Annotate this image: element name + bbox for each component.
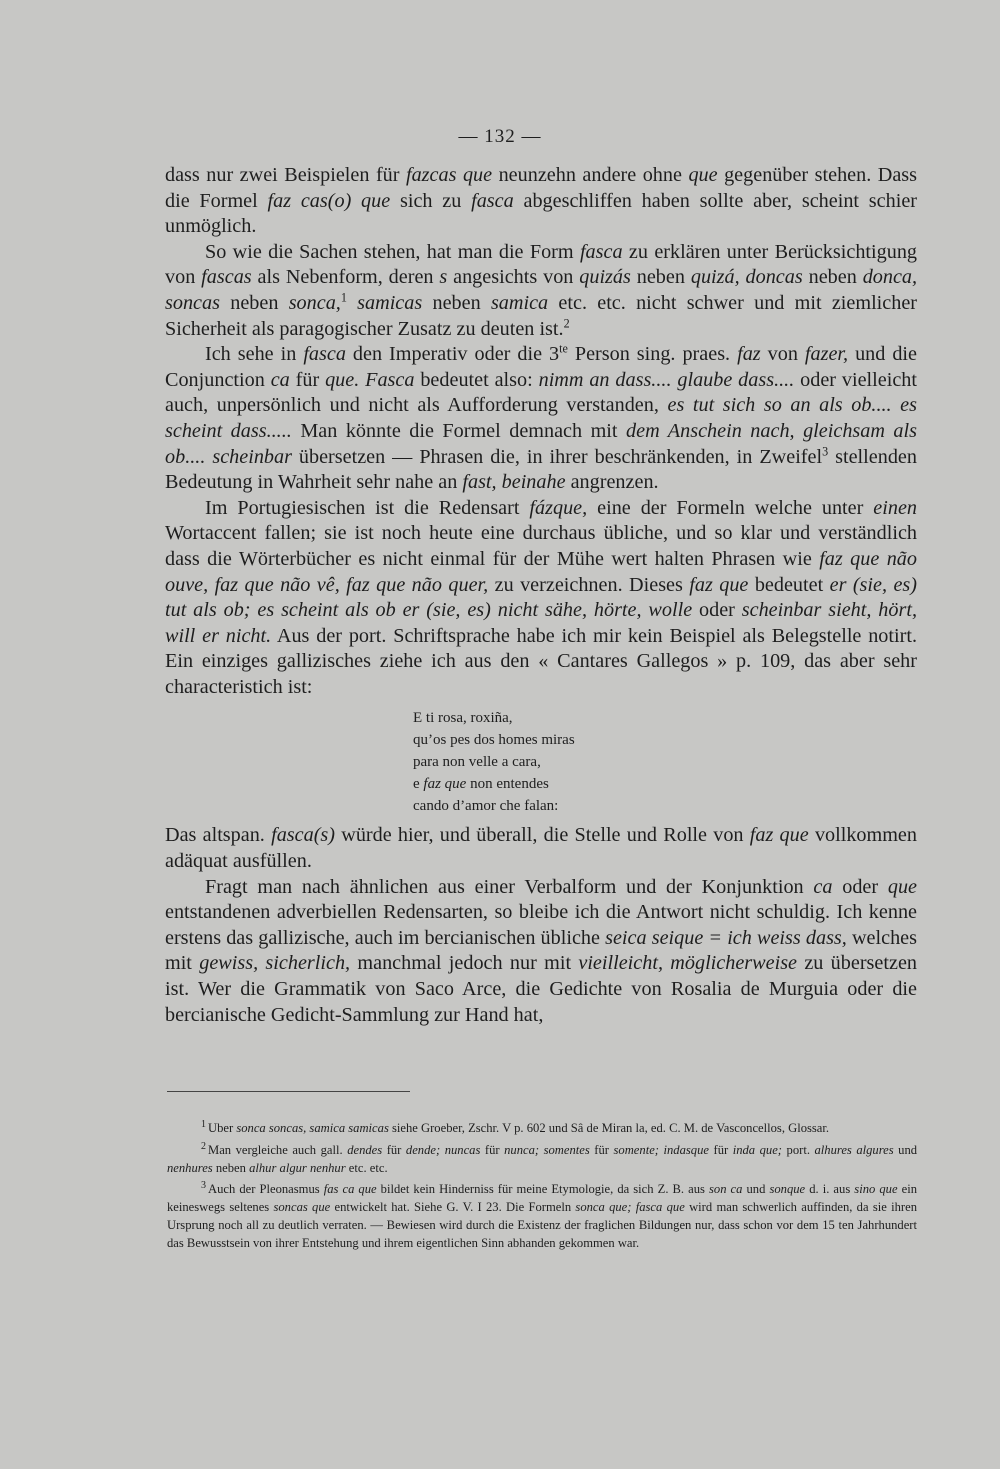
- text-run: bedeutet also:: [414, 368, 539, 391]
- text-run: entwickelt hat. Siehe G. V. I 23. Die Formeln: [330, 1200, 576, 1215]
- italic-text: fázque,: [529, 496, 588, 519]
- text-run: abgeschliffen haben sollte aber, scheint schier unmöglich.: [165, 189, 918, 238]
- footnotes: [167, 1120, 917, 1255]
- italic-text: sonca,: [288, 291, 341, 314]
- footnote-marker: 3: [201, 1179, 206, 1191]
- italic-text: fasca: [303, 343, 346, 366]
- italic-text: faz: [737, 343, 761, 366]
- text-run: sich zu: [390, 189, 472, 212]
- italic-text: faz que: [689, 573, 749, 596]
- italic-text: nenhures: [167, 1161, 213, 1176]
- text-run: [347, 292, 357, 314]
- text-run: Person sing. praes.: [567, 343, 738, 366]
- text-run: Man vergleiche auch gall.: [208, 1142, 348, 1157]
- text-run: para non velle a cara,: [413, 754, 541, 771]
- text-run: zu verzeichnen. Dieses: [488, 573, 690, 596]
- text-run: non entendes: [466, 775, 549, 792]
- text-run: manchmal jedoch nur mit: [350, 952, 579, 975]
- italic-text: faz que não ouve, faz que não vê, faz que não quer,: [165, 547, 917, 596]
- text-run: bildet kein Hinderniss für meine Etymologie, da sich Z. B. aus: [376, 1181, 709, 1196]
- text-run: für: [382, 1142, 406, 1157]
- verse-quote: [413, 708, 917, 817]
- italic-text: que: [887, 875, 917, 898]
- italic-text: faz que: [749, 824, 809, 847]
- text-run: eine der Formeln welche unter: [587, 496, 874, 519]
- text-run: neben: [802, 266, 863, 289]
- text-run: für: [589, 1142, 614, 1157]
- text-run: etc. etc. nicht schwer und mit ziemlicher Sicherheit als paragogischer Zusatz zu deuten ist.: [165, 291, 918, 340]
- text-run: neben: [219, 291, 289, 314]
- text-run: wird man schwerlich auffinden, da sie ihren Ursprung noch all zu deutlich verraten. — Bewiesen wird durch die Existenz der fraglichen Bildungen nur, dass schon vor dem 15 ten Jahrhundert das Bewusstsein von ihrer Entstehung und ihrem eigentlichen Sinn abhanden gekommen war.: [167, 1200, 917, 1250]
- text-run: Auch der Pleonasmus: [208, 1181, 324, 1196]
- text-run: d. i. aus: [805, 1181, 855, 1196]
- verse-line: [413, 730, 917, 752]
- italic-text: nimm an dass.... glaube dass....: [538, 368, 795, 391]
- italic-text: er (sie, es) tut als ob; es scheint als ob er (sie, es) nicht sähe, hörte, wolle: [165, 573, 917, 622]
- text-run: neben: [630, 266, 691, 289]
- italic-text: quizás: [579, 266, 631, 289]
- italic-text: einen: [873, 496, 917, 519]
- footnote-2: [167, 1142, 917, 1178]
- italic-text: fazer,: [804, 343, 849, 366]
- text-run: und: [893, 1142, 918, 1157]
- text-run: für: [480, 1142, 505, 1157]
- verse-line: [413, 796, 917, 818]
- footnote-divider: [167, 1091, 410, 1092]
- paragraph-6: [165, 875, 917, 1029]
- text-run: welches mit: [165, 926, 917, 975]
- text-run: Fragt man nach ähnlichen aus einer Verbalform und der Konjunktion: [205, 875, 814, 898]
- italic-text: samica: [490, 291, 549, 314]
- italic-text: seica seique = ich weiss dass,: [605, 926, 847, 949]
- italic-text: ca: [813, 875, 833, 898]
- text-run: übersetzen — Phrasen die, in ihrer beschränkenden, in Zweifel: [291, 445, 823, 468]
- text-run: Im Portugiesischen ist die Redensart: [205, 496, 530, 519]
- italic-text: son ca: [709, 1181, 743, 1196]
- text-run: Uber: [208, 1121, 237, 1135]
- text-run: Ich sehe in: [205, 343, 304, 366]
- text-run: als Nebenform, deren: [251, 266, 440, 289]
- text-run: E ti rosa, roxiña,: [413, 710, 513, 727]
- paragraph-2: [165, 240, 917, 342]
- text-run: für: [708, 1142, 733, 1157]
- italic-text: inda que;: [732, 1142, 783, 1157]
- verse-line: [413, 752, 917, 774]
- text-run: Das altspan.: [165, 824, 272, 847]
- text-run: den Imperativ oder die 3: [345, 343, 560, 366]
- italic-text: sonca que; fasca que: [575, 1200, 685, 1215]
- text-run: für: [289, 368, 326, 391]
- page-number: — 132 —: [458, 126, 542, 147]
- italic-text: soncas que: [273, 1200, 331, 1215]
- text-run: oder vielleicht auch, unpersönlich und nicht als Aufforderung verstanden,: [165, 368, 918, 417]
- footnote-marker: 1: [201, 1119, 206, 1130]
- text-run: und die Conjunction: [165, 343, 918, 391]
- text-run: oder: [832, 875, 888, 898]
- italic-text: sino que: [854, 1181, 898, 1196]
- text-run: etc. etc.: [345, 1161, 388, 1176]
- italic-text: que: [688, 164, 718, 186]
- italic-text: fasca: [471, 189, 514, 212]
- paragraph-3: [165, 342, 917, 496]
- italic-text: fasca: [579, 240, 623, 263]
- text-run: stellenden Bedeutung in Wahrheit sehr nahe an: [165, 445, 917, 494]
- text-run: angesichts von: [447, 266, 580, 289]
- italic-text: donca, soncas: [165, 266, 918, 314]
- footnote-reference: 1: [340, 290, 347, 305]
- text-run: siehe Groeber, Zschr. V p. 602 und Sâ de Miran la, ed. C. M. de Vasconcellos, Glossar.: [388, 1121, 830, 1135]
- text-run: von: [760, 343, 805, 366]
- italic-text: fazcas que: [405, 164, 493, 186]
- italic-text: dem Anschein nach, gleichsam als ob.... scheinbar: [165, 419, 917, 468]
- verse-line: [413, 774, 917, 796]
- footnote-marker: 2: [201, 1140, 206, 1152]
- text-run: zu übersetzen ist. Wer die Grammatik von Saco Arce, die Gedichte von Rosalia de Murguia oder die bercianische Gedicht-Sammlung zur Hand hat,: [165, 952, 917, 1026]
- footnote-reference: te: [559, 341, 568, 356]
- text-run: oder: [692, 599, 742, 622]
- text-run: ein keineswegs seltenes: [167, 1181, 917, 1215]
- text-run: Aus der port. Schriftsprache habe ich mir kein Beispiel als Belegstelle notirt. Ein einziges gallizisches ziehe ich aus den « Cantares Gallegos » p. 109, das aber sehr characteristich ist:: [165, 624, 917, 698]
- text-run: entstandenen adverbiellen Redensarten, so bleibe ich die Antwort nicht schuldig. Ich kenne erstens das gallizische, auch im bercianischen übliche: [165, 901, 917, 949]
- italic-text: ca: [270, 368, 290, 391]
- footnote-reference: 3: [822, 443, 829, 458]
- text-run: neben: [212, 1161, 250, 1176]
- text-run: qu’os pes dos homes miras: [413, 732, 575, 749]
- text-run: port.: [782, 1142, 815, 1157]
- text-run: So wie die Sachen stehen, hat man die Form: [205, 240, 580, 263]
- italic-text: que. Fasca: [325, 368, 415, 391]
- text-run: bedeutet: [748, 573, 830, 596]
- paragraph-1: [165, 163, 917, 240]
- text-run: und: [742, 1181, 770, 1196]
- text-run: neunzehn andere ohne: [492, 164, 689, 186]
- verse-line: [413, 708, 917, 730]
- footnote-3: [167, 1181, 917, 1252]
- paragraph-5: [165, 823, 917, 874]
- italic-text: sonca soncas, samica samicas: [236, 1121, 389, 1135]
- italic-text: somente; indasque: [613, 1142, 709, 1157]
- italic-text: quizá, doncas: [690, 266, 803, 289]
- italic-text: es tut sich so an als ob.... es scheint dass.....: [165, 394, 917, 442]
- italic-text: fas ca que: [323, 1181, 377, 1196]
- italic-text: samicas: [357, 291, 423, 314]
- paragraph-4: [165, 496, 917, 701]
- text-run: neben: [422, 291, 491, 314]
- footnote-reference: 2: [563, 315, 570, 330]
- italic-text: dendes: [347, 1142, 383, 1157]
- italic-text: fast, beinahe: [462, 471, 566, 494]
- italic-text: nunca; somentes: [504, 1142, 590, 1157]
- text-run: Man könnte die Formel demnach mit: [291, 419, 627, 442]
- italic-text: fasca(s): [271, 824, 336, 847]
- text-run: cando d’amor che falan:: [413, 797, 559, 814]
- italic-text: scheinbar sieht, hört, will er nicht.: [165, 599, 917, 647]
- italic-text: dende; nuncas: [405, 1142, 481, 1157]
- text-run: angrenzen.: [565, 471, 659, 494]
- italic-text: s: [439, 266, 448, 289]
- italic-text: sonque: [769, 1181, 806, 1196]
- italic-text: gewiss, sicherlich,: [199, 952, 351, 975]
- italic-text: faz que: [423, 775, 467, 792]
- main-text: [165, 163, 917, 1028]
- text-run: dass nur zwei Beispielen für: [165, 164, 406, 186]
- text-run: gegenüber stehen. Dass die Formel: [165, 164, 917, 212]
- italic-text: fascas: [201, 266, 252, 289]
- italic-text: vieilleicht, möglicherweise: [578, 952, 798, 975]
- text-run: vollkommen adäquat ausfüllen.: [165, 824, 917, 873]
- text-run: zu erklären unter Berücksichtigung von: [165, 240, 918, 289]
- text-run: würde hier, und überall, die Stelle und Rolle von: [335, 824, 750, 847]
- footnote-1: [167, 1120, 917, 1139]
- text-run: e: [413, 775, 424, 792]
- italic-text: alhur algur nenhur: [249, 1161, 346, 1176]
- italic-text: faz cas(o) que: [267, 189, 391, 212]
- text-run: Wortaccent fallen; sie ist noch heute eine durchaus übliche, und so klar und verständlich dass die Wörterbücher es nicht einmal für der Mühe wert halten Phrasen wie: [165, 522, 917, 570]
- italic-text: alhures algures: [814, 1142, 894, 1157]
